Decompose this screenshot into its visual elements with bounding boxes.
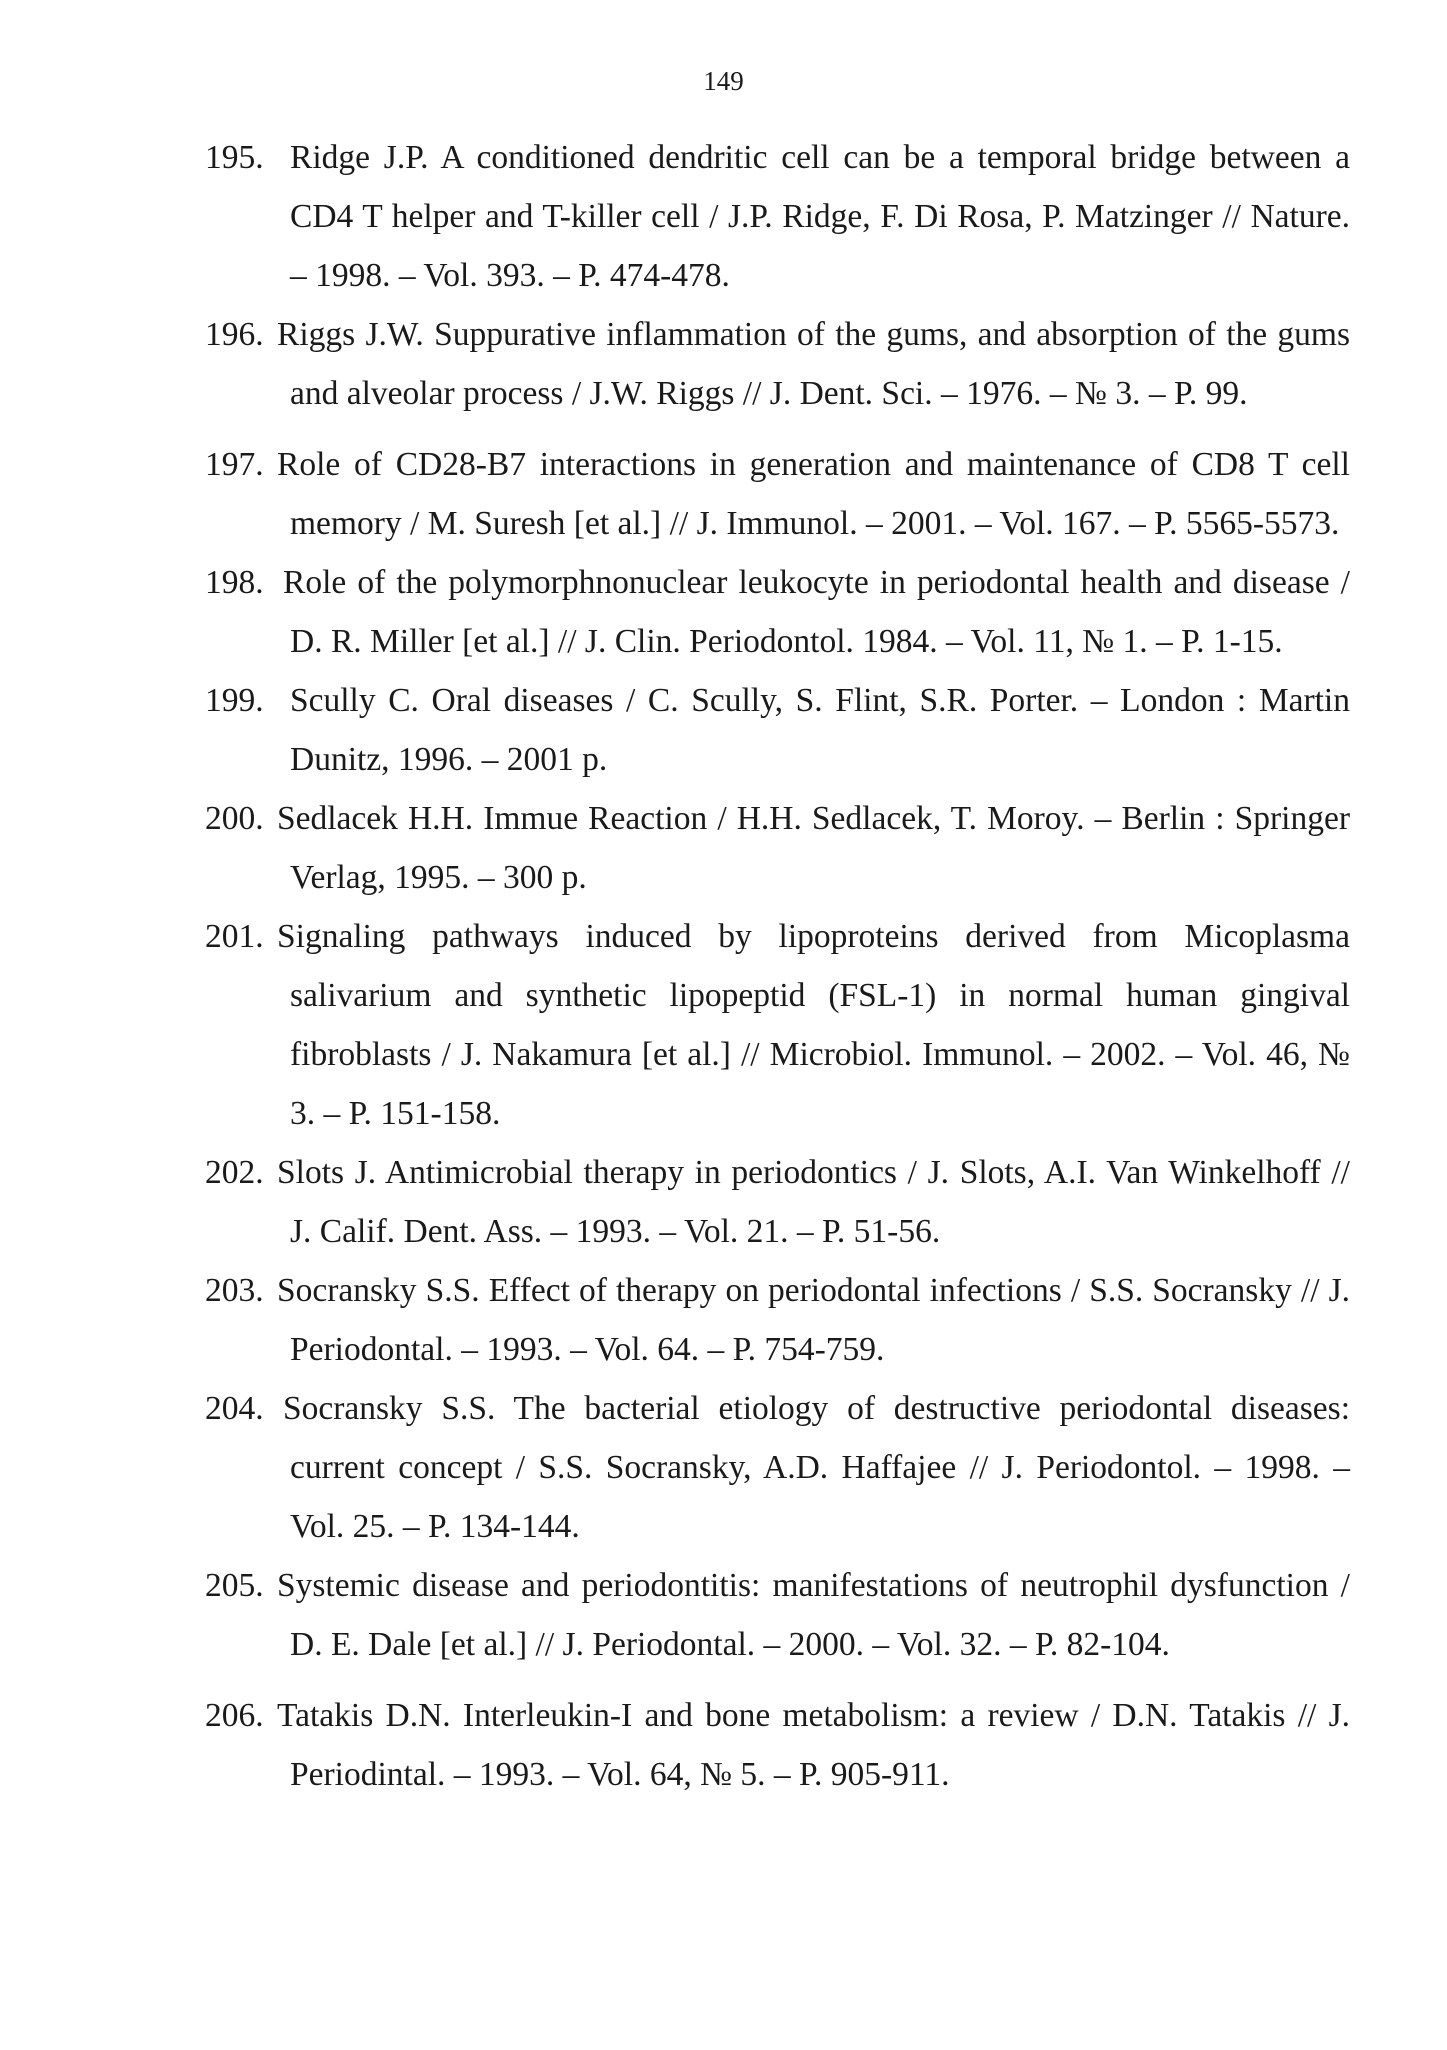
reference-item [205, 435, 1350, 553]
reference-number: 195. [205, 139, 264, 176]
reference-item [205, 305, 1350, 423]
reference-number: 200. [205, 800, 264, 837]
reference-text: Socransky S.S. Effect of therapy on periodontal infections / S.S. Socransky // J. Periodontal. – 1993. – Vol. 64. – P. 754-759. [277, 1272, 1350, 1368]
reference-text: Signaling pathways induced by lipoproteins derived from Micoplasma salivarium and synthetic lipopeptid (FSL-1) in normal human gingival fibroblasts / J. Nakamura [et al.] // Microbiol. Immunol. – 2002. – Vol. 46, № 3. – P. 151-158. [277, 918, 1350, 1132]
reference-list [205, 128, 1350, 1804]
reference-item [205, 1379, 1350, 1556]
reference-number: 204. [205, 1390, 264, 1427]
reference-text: Scully C. Oral diseases / C. Scully, S. Flint, S.R. Porter. – London : Martin Dunitz, 1996. – 2001 p. [290, 682, 1350, 778]
reference-item [205, 1686, 1350, 1804]
reference-text: Systemic disease and periodontitis: manifestations of neutrophil dysfunction / D. E. Dale [et al.] // J. Periodontal. – 2000. – Vol. 32. – P. 82-104. [277, 1567, 1350, 1663]
reference-item [205, 553, 1350, 671]
reference-item [205, 907, 1350, 1143]
reference-item [205, 1556, 1350, 1674]
reference-item [205, 1261, 1350, 1379]
reference-item [205, 671, 1350, 789]
reference-text: Sedlacek H.H. Immue Reaction / H.H. Sedlacek, T. Moroy. – Berlin : Springer Verlag, 1995. – 300 p. [277, 800, 1350, 896]
reference-number: 206. [205, 1697, 264, 1734]
reference-number: 196. [205, 316, 264, 353]
reference-number: 199. [205, 682, 264, 719]
reference-number: 205. [205, 1567, 264, 1604]
reference-text: Role of the polymorphnonuclear leukocyte in periodontal health and disease / D. R. Miller [et al.] // J. Clin. Periodontol. 1984. – Vol. 11, № 1. – P. 1-15. [283, 564, 1350, 660]
reference-text: Ridge J.P. A conditioned dendritic cell can be a temporal bridge between a CD4 T helper and T-killer cell / J.P. Ridge, F. Di Rosa, P. Matzinger // Nature. – 1998. – Vol. 393. – P. 474-478. [290, 139, 1350, 294]
reference-number: 201. [205, 918, 264, 955]
reference-number: 197. [205, 446, 264, 483]
reference-text: Role of CD28-B7 interactions in generation and maintenance of CD8 T cell memory / M. Suresh [et al.] // J. Immunol. – 2001. – Vol. 167. – P. 5565-5573. [277, 446, 1350, 542]
reference-text: Slots J. Antimicrobial therapy in periodontics / J. Slots, A.I. Van Winkelhoff // J. Calif. Dent. Ass. – 1993. – Vol. 21. – P. 51-56. [277, 1154, 1350, 1250]
page-number: 149 [703, 66, 744, 96]
reference-text: Riggs J.W. Suppurative inflammation of the gums, and absorption of the gums and alveolar process / J.W. Riggs // J. Dent. Sci. – 1976. – № 3. – P. 99. [277, 316, 1350, 412]
reference-item [205, 1143, 1350, 1261]
reference-number: 202. [205, 1154, 264, 1191]
reference-text: Tatakis D.N. Interleukin-I and bone metabolism: a review / D.N. Tatakis // J. Periodintal. – 1993. – Vol. 64, № 5. – P. 905-911. [277, 1697, 1350, 1793]
reference-item [205, 789, 1350, 907]
reference-number: 198. [205, 564, 264, 601]
reference-number: 203. [205, 1272, 264, 1309]
reference-item [205, 128, 1350, 305]
reference-text: Socransky S.S. The bacterial etiology of destructive periodontal diseases: current concept / S.S. Socransky, A.D. Haffajee // J. Periodontol. – 1998. – Vol. 25. – P. 134-144. [283, 1390, 1350, 1545]
